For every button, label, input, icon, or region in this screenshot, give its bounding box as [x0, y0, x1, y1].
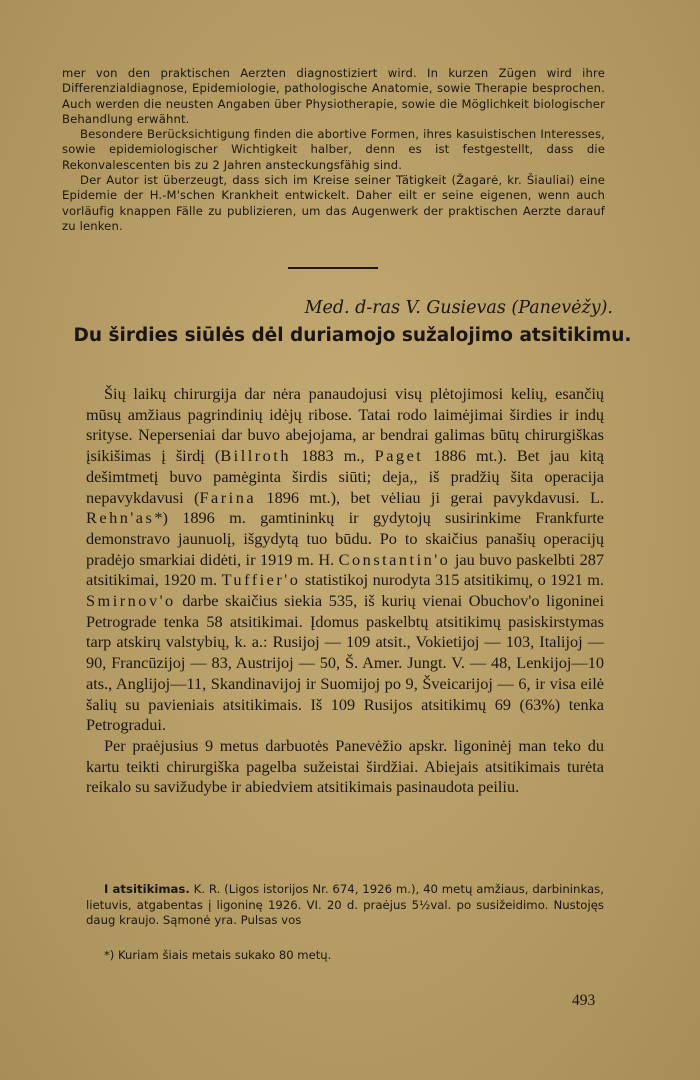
- case-report: [86, 882, 604, 929]
- text-run: 1886 mt.). Bet jau kitą dešimtmetį buvo pamėginta širdis siūti; deja,, iš pradžių šita operacija nepavykdavusi (: [86, 446, 604, 507]
- text-run: Šių laikų chirurgija dar nėra panaudojusi visų plėtojimosi kelių, esančių mūsų amžiaus pagrindinių idėjų ribose. Tatai rodo laimėjimai širdies ir indų srityse. Neperseniai dar buvo abejojama, ar bendrai galimas būtų chirurgiškas įsikišimas į širdį (: [86, 384, 604, 466]
- article-title: Du širdies siūlės dėl duriamojo sužalojimo atsitikimu.: [73, 325, 632, 346]
- text-run: jau buvo paskelbti 287 atsitikimai, 1920 m.: [86, 549, 605, 590]
- section-divider: [288, 267, 378, 269]
- article-body: [86, 384, 604, 798]
- case-paragraph: [86, 882, 604, 929]
- text-run: 1883 m.,: [290, 446, 375, 466]
- case-label: I atsitikimas.: [104, 882, 190, 896]
- spaced-name: Tuffier'o: [221, 570, 301, 590]
- text-run: darbe skaičius siekia 535, iš kurių vienai Obuchov'o ligoninei Petrograde tenka 58 atsitikimai. Įdomus paskelbtų atsitikimų pasiskirstymas tarp atskirų valstybių, k. a.: Rusijoj — 109 atsit., Vokietijoj — 103, Italijoj — 90, Francūzijoj — 83, Austrijoj — 50, Š. Amer. Jungt. V. — 48, Lenkijoj—10 ats., Anglijoj—11, Skandinavijoj ir Suomijoj po 9, Šveicarijoj — 6, ir visa eilė šalių su pavieniais atsitikimais. Iš 109 Rusijos atsitikimų 69 (63%) tenka Petrogradui.: [86, 591, 604, 735]
- german-paragraph: mer von den praktischen Aerzten diagnostiziert wird. In kurzen Zügen wird ihre Differenzialdiagnose, Epidemiologie, pathologische Anatomie, sowie Therapie besprochen. Auch werden die neusten Angaben über Physiotherapie, sowie die Möglichkeit biologischer Behandlung erwähnt.: [62, 66, 605, 126]
- page-number: 493: [572, 992, 596, 1009]
- german-paragraph: Besondere Berücksichtigung finden die abortive Formen, ihres kasuistischen Interesses, sowie epidemiologischer Wichtigkeit halber, denn es ist festgestellt, dass die Rekonvalescenten bis zu 2 Jahren ansteckungsfähig sind.: [62, 127, 605, 172]
- spaced-name: Rehn'as: [86, 508, 155, 528]
- spaced-name: Constantin'o: [338, 549, 451, 569]
- article-author: Med. d-ras V. Gusievas (Panevėžy).: [304, 298, 613, 318]
- spaced-name: Paget: [374, 446, 424, 466]
- text-run: *) 1896 m. gamtininkų ir gydytojų susirinkime Frankfurte demonstravo jaunuolį, išgydytą tuo būdu. Po to skaičius panašių operacijų pradėjo smarkiai didėti, ir 1919 m. H.: [86, 508, 604, 569]
- case-text: K. R. (Ligos istorijos Nr. 674, 1926 m.), 40 metų amžiaus, darbininkas, lietuvis, atgabentas į ligoninę 1926. VI. 20 d. praėjus 5½val. po susižeidimo. Nustojęs daug kraujo. Sąmonė yra. Pulsas vos: [86, 882, 604, 927]
- spaced-name: Billroth: [220, 446, 291, 466]
- spaced-name: Farina: [199, 487, 257, 507]
- footnote: *) Kuriam šiais metais sukako 80 metų.: [104, 948, 332, 962]
- german-summary: [62, 66, 605, 234]
- body-paragraph: Per praėjusius 9 metus darbuotės Panevėžio apskr. ligoninėj man teko du kartu teikti chirurgiška pagelba sužeistai širdžiai. Abiejais atsitikimais turėta reikalo su savižudybe ir abiedviem atsitikimais pasinaudota peiliu.: [86, 735, 604, 797]
- spaced-name: Smirnov'o: [86, 591, 176, 611]
- german-paragraph: Der Autor ist überzeugt, dass sich im Kreise seiner Tätigkeit (Žagarė, kr. Šiauliai) eine Epidemie der H.-M'schen Krankheit entwickelt. Daher eilt er seine eigenen, wenn auch vorläufig knappen Fälle zu publizieren, um das Augenwerk der praktischen Aerzte darauf zu lenken.: [62, 173, 605, 233]
- text-run: 1896 mt.), bet vėliau ji gerai pavykdavusi. L.: [256, 487, 605, 507]
- body-paragraph: [86, 384, 604, 736]
- text-run: statistikoj nurodyta 315 atsitikimų, o 1921 m.: [300, 570, 605, 590]
